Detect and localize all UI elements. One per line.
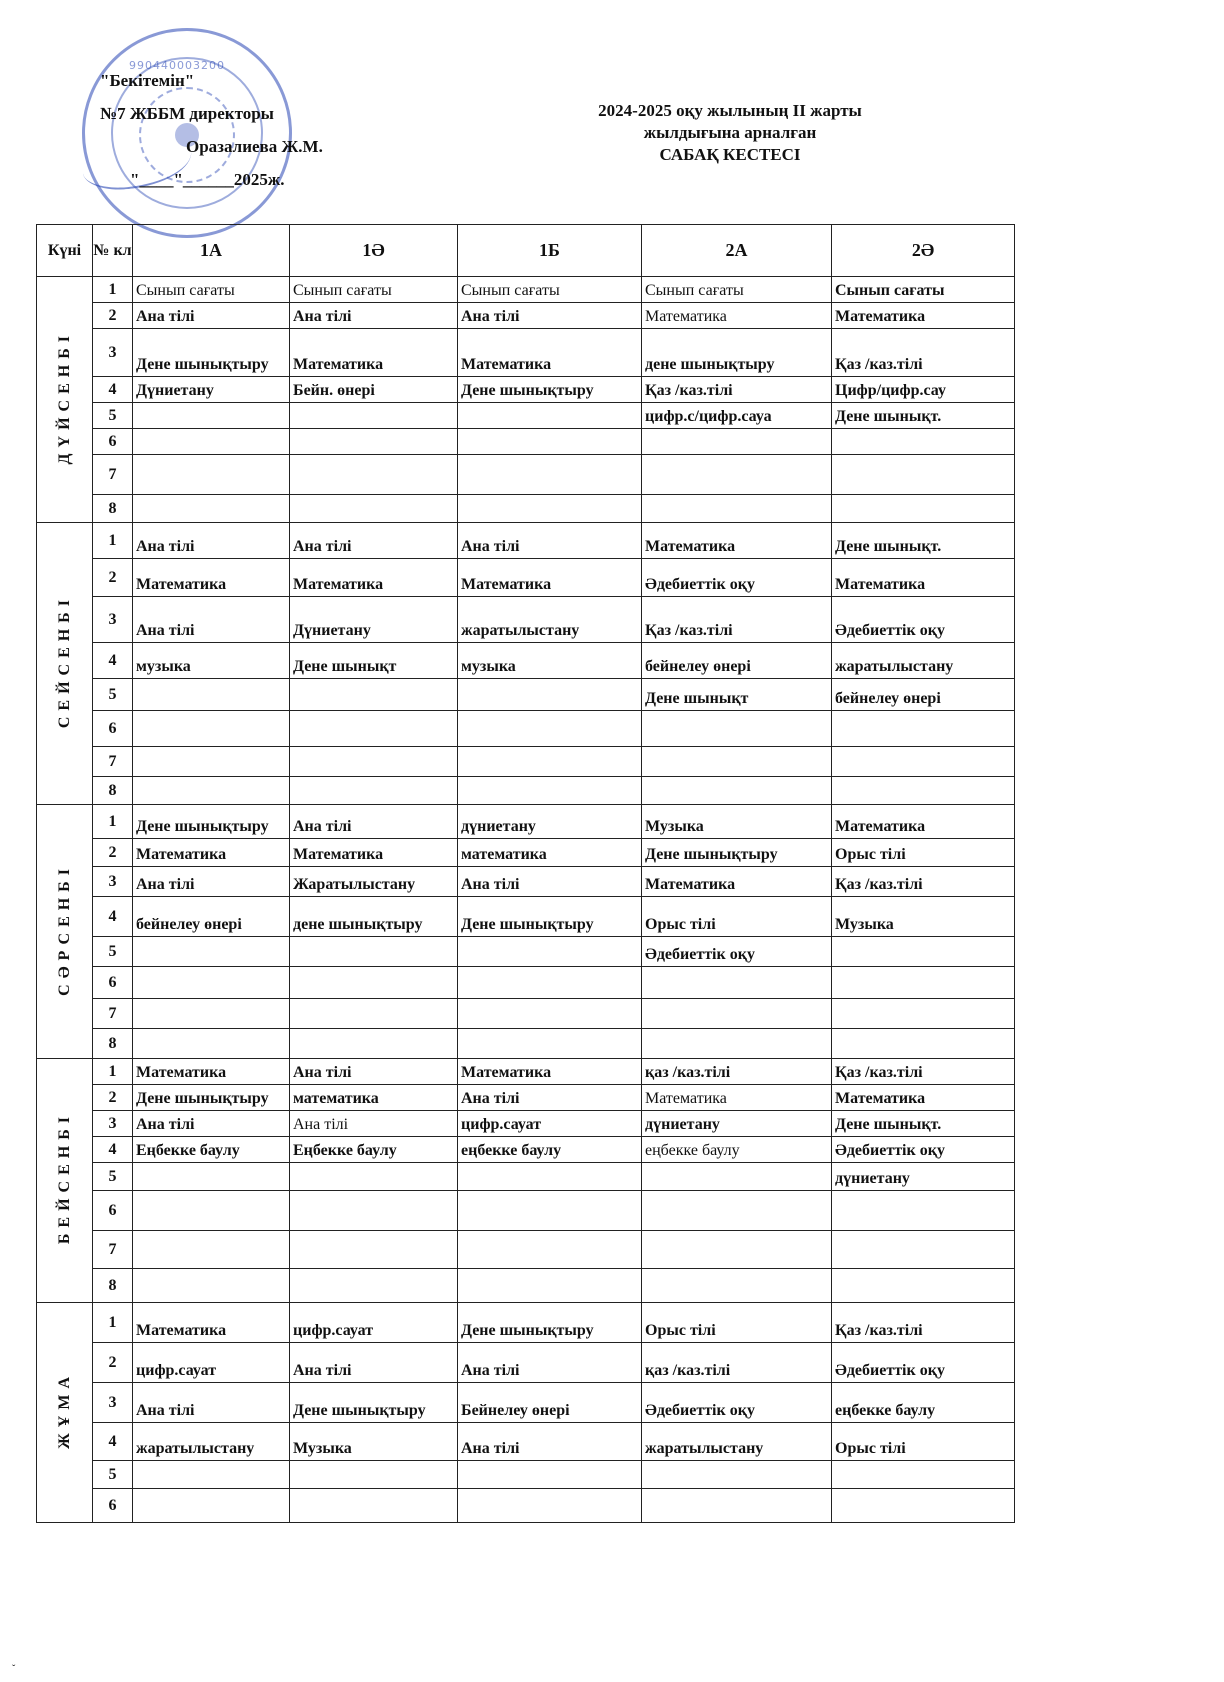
lesson-cell	[642, 747, 832, 777]
lesson-cell: Ана тілі	[290, 805, 458, 839]
lesson-number: 4	[93, 643, 133, 679]
lesson-cell	[133, 679, 290, 711]
lesson-cell: қаз /каз.тілі	[642, 1059, 832, 1085]
lesson-number: 6	[93, 967, 133, 999]
lesson-cell	[290, 967, 458, 999]
lesson-cell	[642, 777, 832, 805]
lesson-cell: Әдебиеттік оқу	[832, 1137, 1015, 1163]
lesson-cell	[458, 999, 642, 1029]
lesson-cell: Еңбекке баулу	[290, 1137, 458, 1163]
title-line-1: 2024-2025 оқу жылының ІІ жарты	[598, 101, 862, 120]
table-row	[37, 559, 1015, 597]
header-class: 1Ә	[290, 225, 458, 277]
lesson-cell: Қаз /каз.тілі	[642, 597, 832, 643]
lesson-cell: Дене шынықтыру	[290, 1383, 458, 1423]
lesson-cell	[642, 1489, 832, 1523]
table-row	[37, 1059, 1015, 1085]
lesson-cell	[133, 1163, 290, 1191]
lesson-cell: Қаз /каз.тілі	[832, 1059, 1015, 1085]
lesson-cell	[290, 1489, 458, 1523]
lesson-cell: Әдебиеттік оқу	[832, 1343, 1015, 1383]
lesson-cell	[458, 1231, 642, 1269]
lesson-cell	[832, 999, 1015, 1029]
lesson-cell: цифр.сауат	[290, 1303, 458, 1343]
table-row	[37, 1191, 1015, 1231]
lesson-cell	[832, 495, 1015, 523]
lesson-cell	[642, 495, 832, 523]
table-row	[37, 277, 1015, 303]
lesson-cell: жаратылыстану	[832, 643, 1015, 679]
lesson-cell: Дене шынықтыру	[133, 805, 290, 839]
lesson-cell: Қаз /каз.тілі	[832, 329, 1015, 377]
lesson-cell: Орыс тілі	[832, 1423, 1015, 1461]
lesson-cell: Дене шынықт	[290, 643, 458, 679]
lesson-cell	[832, 1489, 1015, 1523]
lesson-cell: Бейнелеу өнері	[458, 1383, 642, 1423]
lesson-cell: Ана тілі	[133, 867, 290, 897]
day-cell	[37, 1303, 93, 1523]
table-row	[37, 937, 1015, 967]
lesson-cell	[290, 937, 458, 967]
lesson-cell: Сынып сағаты	[290, 277, 458, 303]
lesson-cell	[458, 455, 642, 495]
table-row	[37, 643, 1015, 679]
lesson-number: 5	[93, 1461, 133, 1489]
lesson-cell	[290, 679, 458, 711]
lesson-cell	[642, 455, 832, 495]
lesson-cell: Музыка	[642, 805, 832, 839]
lesson-number: 5	[93, 679, 133, 711]
lesson-cell: Математика	[133, 559, 290, 597]
lesson-cell	[290, 1191, 458, 1231]
lesson-cell	[290, 495, 458, 523]
lesson-cell: Математика	[133, 1059, 290, 1085]
lesson-cell	[290, 1163, 458, 1191]
lesson-number: 3	[93, 1111, 133, 1137]
lesson-cell: Дене шынықтыру	[458, 1303, 642, 1343]
lesson-number: 8	[93, 495, 133, 523]
lesson-number: 5	[93, 403, 133, 429]
lesson-cell: еңбекке баулу	[832, 1383, 1015, 1423]
lesson-cell: Математика	[290, 559, 458, 597]
lesson-cell	[133, 999, 290, 1029]
lesson-cell: Дене шынықт.	[832, 403, 1015, 429]
lesson-cell	[458, 1191, 642, 1231]
lesson-cell: Ана тілі	[458, 1343, 642, 1383]
lesson-cell: дене шынықтыру	[290, 897, 458, 937]
lesson-cell: Дене шынықтыру	[458, 897, 642, 937]
lesson-cell: Математика	[832, 805, 1015, 839]
lesson-number: 4	[93, 897, 133, 937]
lesson-number: 7	[93, 455, 133, 495]
scan-mark: ˇ	[12, 1664, 16, 1675]
day-name: ДҮЙСЕНБІ	[55, 329, 73, 465]
lesson-number: 6	[93, 1191, 133, 1231]
lesson-cell: Еңбекке баулу	[133, 1137, 290, 1163]
lesson-cell	[458, 679, 642, 711]
lesson-cell	[133, 1231, 290, 1269]
lesson-number: 7	[93, 999, 133, 1029]
lesson-cell: Сынып сағаты	[458, 277, 642, 303]
lesson-cell: математика	[290, 1085, 458, 1111]
lesson-cell: Математика	[290, 839, 458, 867]
table-row	[37, 1137, 1015, 1163]
lesson-cell	[133, 711, 290, 747]
schedule-body	[37, 277, 1015, 1523]
day-cell	[37, 523, 93, 805]
table-row	[37, 1343, 1015, 1383]
lesson-cell: еңбекке баулу	[642, 1137, 832, 1163]
table-row	[37, 1163, 1015, 1191]
lesson-cell	[133, 747, 290, 777]
table-row	[37, 1111, 1015, 1137]
lesson-cell: Ана тілі	[133, 523, 290, 559]
lesson-cell: Математика	[642, 1085, 832, 1111]
day-cell	[37, 1059, 93, 1303]
lesson-cell: Математика	[832, 303, 1015, 329]
lesson-cell: Дене шынықтыру	[642, 839, 832, 867]
lesson-cell	[642, 999, 832, 1029]
lesson-cell	[133, 403, 290, 429]
lesson-cell: Математика	[458, 329, 642, 377]
lesson-cell	[832, 1231, 1015, 1269]
lesson-cell	[832, 455, 1015, 495]
lesson-cell: бейнелеу өнері	[133, 897, 290, 937]
lesson-cell: Ана тілі	[458, 523, 642, 559]
lesson-number: 5	[93, 1163, 133, 1191]
lesson-cell: Сынып сағаты	[642, 277, 832, 303]
lesson-cell: Ана тілі	[458, 867, 642, 897]
lesson-cell	[458, 1163, 642, 1191]
lesson-number: 1	[93, 1059, 133, 1085]
lesson-number: 7	[93, 1231, 133, 1269]
lesson-cell: Дене шынықт.	[832, 523, 1015, 559]
lesson-cell	[458, 403, 642, 429]
lesson-cell: бейнелеу өнері	[642, 643, 832, 679]
lesson-cell: Әдебиеттік оқу	[832, 597, 1015, 643]
lesson-cell: Ана тілі	[458, 1423, 642, 1461]
approval-block	[100, 64, 323, 196]
lesson-cell: Математика	[642, 867, 832, 897]
approval-line-1: "Бекітемін"	[100, 71, 195, 90]
table-row	[37, 711, 1015, 747]
lesson-number: 1	[93, 1303, 133, 1343]
lesson-cell: Әдебиеттік оқу	[642, 559, 832, 597]
lesson-cell: дүниетану	[642, 1111, 832, 1137]
lesson-cell	[133, 455, 290, 495]
table-row	[37, 805, 1015, 839]
lesson-cell: Математика	[832, 1085, 1015, 1111]
table-row	[37, 1461, 1015, 1489]
lesson-cell: Дене шынықт.	[832, 1111, 1015, 1137]
lesson-number: 2	[93, 1343, 133, 1383]
header-row	[37, 225, 1015, 277]
lesson-cell	[133, 495, 290, 523]
table-row	[37, 403, 1015, 429]
page-title	[520, 100, 940, 166]
day-name: СЕЙСЕНБІ	[55, 593, 73, 729]
lesson-cell	[458, 967, 642, 999]
lesson-cell	[642, 429, 832, 455]
lesson-number: 2	[93, 303, 133, 329]
table-row	[37, 1085, 1015, 1111]
lesson-cell	[832, 777, 1015, 805]
day-name: СӘРСЕНБІ	[55, 862, 73, 996]
lesson-number: 2	[93, 559, 133, 597]
lesson-number: 7	[93, 747, 133, 777]
lesson-number: 1	[93, 277, 133, 303]
table-row	[37, 777, 1015, 805]
lesson-cell: бейнелеу өнері	[832, 679, 1015, 711]
lesson-cell: Орыс тілі	[832, 839, 1015, 867]
lesson-cell: дене шынықтыру	[642, 329, 832, 377]
lesson-cell	[133, 429, 290, 455]
table-row	[37, 1489, 1015, 1523]
lesson-cell: Ана тілі	[133, 597, 290, 643]
lesson-cell: Математика	[642, 523, 832, 559]
table-row	[37, 495, 1015, 523]
approval-line-2: №7 ЖББМ директоры	[100, 104, 274, 123]
lesson-cell	[642, 967, 832, 999]
lesson-cell	[290, 1269, 458, 1303]
lesson-cell: Дене шынықтыру	[133, 1085, 290, 1111]
lesson-cell: Әдебиеттік оқу	[642, 937, 832, 967]
lesson-cell	[642, 711, 832, 747]
lesson-cell: Сынып сағаты	[832, 277, 1015, 303]
schedule-table	[36, 224, 1015, 1523]
lesson-cell	[832, 967, 1015, 999]
lesson-cell	[458, 1461, 642, 1489]
lesson-number: 6	[93, 711, 133, 747]
lesson-number: 1	[93, 805, 133, 839]
table-row	[37, 1303, 1015, 1343]
lesson-cell: Музыка	[832, 897, 1015, 937]
lesson-cell: Ана тілі	[290, 1343, 458, 1383]
lesson-cell: Ана тілі	[133, 1111, 290, 1137]
approval-line-3: Оразалиева Ж.М.	[186, 137, 323, 156]
lesson-cell: Қаз /каз.тілі	[832, 867, 1015, 897]
lesson-cell: Дене шынықт	[642, 679, 832, 711]
header-class: 1А	[133, 225, 290, 277]
lesson-cell	[290, 1461, 458, 1489]
lesson-cell	[290, 999, 458, 1029]
lesson-cell	[290, 1231, 458, 1269]
lesson-cell: Математика	[458, 1059, 642, 1085]
lesson-cell: Әдебиеттік оқу	[642, 1383, 832, 1423]
lesson-cell	[458, 495, 642, 523]
table-row	[37, 377, 1015, 403]
lesson-cell: Математика	[832, 559, 1015, 597]
lesson-cell: Ана тілі	[290, 1059, 458, 1085]
lesson-number: 3	[93, 329, 133, 377]
lesson-number: 8	[93, 777, 133, 805]
lesson-cell	[642, 1461, 832, 1489]
table-row	[37, 1269, 1015, 1303]
table-row	[37, 597, 1015, 643]
lesson-cell	[458, 711, 642, 747]
lesson-number: 3	[93, 867, 133, 897]
lesson-cell	[458, 1029, 642, 1059]
lesson-cell	[133, 967, 290, 999]
lesson-cell	[832, 1191, 1015, 1231]
lesson-number: 1	[93, 523, 133, 559]
lesson-number: 3	[93, 1383, 133, 1423]
lesson-cell: Математика	[642, 303, 832, 329]
lesson-number: 6	[93, 1489, 133, 1523]
lesson-cell: дүниетану	[458, 805, 642, 839]
lesson-cell	[458, 429, 642, 455]
lesson-cell: қаз /каз.тілі	[642, 1343, 832, 1383]
title-line-2: жылдығына арналған	[643, 123, 817, 142]
lesson-number: 4	[93, 377, 133, 403]
lesson-cell	[458, 747, 642, 777]
lesson-cell: Ана тілі	[290, 303, 458, 329]
lesson-cell	[832, 747, 1015, 777]
lesson-cell: еңбекке баулу	[458, 1137, 642, 1163]
lesson-cell: Қаз /каз.тілі	[642, 377, 832, 403]
lesson-cell: Ана тілі	[133, 1383, 290, 1423]
lesson-cell: Музыка	[290, 1423, 458, 1461]
day-cell	[37, 805, 93, 1059]
lesson-cell	[133, 937, 290, 967]
lesson-cell: Ана тілі	[290, 1111, 458, 1137]
table-row	[37, 897, 1015, 937]
lesson-cell	[290, 403, 458, 429]
table-row	[37, 455, 1015, 495]
lesson-number: 8	[93, 1029, 133, 1059]
table-row	[37, 967, 1015, 999]
header-class: 2А	[642, 225, 832, 277]
lesson-cell	[642, 1163, 832, 1191]
lesson-cell	[133, 777, 290, 805]
lesson-cell: Дүниетану	[133, 377, 290, 403]
lesson-cell	[458, 777, 642, 805]
lesson-cell	[458, 1269, 642, 1303]
table-row	[37, 523, 1015, 559]
lesson-cell: Дүниетану	[290, 597, 458, 643]
lesson-cell	[832, 1461, 1015, 1489]
lesson-cell: Қаз /каз.тілі	[832, 1303, 1015, 1343]
lesson-cell: цифр.сауат	[458, 1111, 642, 1137]
lesson-number: 6	[93, 429, 133, 455]
lesson-number: 4	[93, 1137, 133, 1163]
lesson-cell: музыка	[133, 643, 290, 679]
lesson-cell: Орыс тілі	[642, 1303, 832, 1343]
lesson-cell: Математика	[133, 839, 290, 867]
header-day: Күні	[37, 225, 93, 277]
lesson-cell	[133, 1489, 290, 1523]
lesson-cell	[832, 1029, 1015, 1059]
day-name: ЖҰМА	[55, 1370, 73, 1450]
lesson-cell: Математика	[290, 329, 458, 377]
lesson-cell: Математика	[458, 559, 642, 597]
table-row	[37, 839, 1015, 867]
lesson-number: 3	[93, 597, 133, 643]
lesson-cell: цифр.с/цифр.сауа	[642, 403, 832, 429]
table-row	[37, 747, 1015, 777]
lesson-cell: Ана тілі	[290, 523, 458, 559]
lesson-cell	[133, 1461, 290, 1489]
lesson-cell	[290, 429, 458, 455]
day-cell	[37, 277, 93, 523]
table-row	[37, 679, 1015, 711]
lesson-number: 8	[93, 1269, 133, 1303]
table-row	[37, 329, 1015, 377]
title-line-3: САБАҚ КЕСТЕСІ	[659, 145, 801, 164]
lesson-cell: Дене шынықтыру	[133, 329, 290, 377]
lesson-cell: Ана тілі	[133, 303, 290, 329]
lesson-cell: музыка	[458, 643, 642, 679]
table-row	[37, 1029, 1015, 1059]
lesson-cell: жаратылыстану	[642, 1423, 832, 1461]
table-row	[37, 429, 1015, 455]
lesson-cell: Ана тілі	[458, 1085, 642, 1111]
lesson-cell	[290, 747, 458, 777]
lesson-cell	[832, 429, 1015, 455]
table-row	[37, 1423, 1015, 1461]
table-row	[37, 1231, 1015, 1269]
lesson-cell: Жаратылыстану	[290, 867, 458, 897]
lesson-cell: Цифр/цифр.сау	[832, 377, 1015, 403]
lesson-cell	[642, 1191, 832, 1231]
lesson-cell	[458, 937, 642, 967]
lesson-cell	[458, 1489, 642, 1523]
lesson-cell	[832, 711, 1015, 747]
lesson-cell: жаратылыстану	[133, 1423, 290, 1461]
header-class: 1Б	[458, 225, 642, 277]
lesson-cell: Дене шынықтыру	[458, 377, 642, 403]
lesson-number: 2	[93, 1085, 133, 1111]
lesson-cell	[290, 1029, 458, 1059]
lesson-cell	[642, 1269, 832, 1303]
lesson-cell: Ана тілі	[458, 303, 642, 329]
lesson-cell: Математика	[133, 1303, 290, 1343]
lesson-cell	[290, 711, 458, 747]
lesson-cell	[133, 1269, 290, 1303]
header-class: 2Ә	[832, 225, 1015, 277]
lesson-cell: Бейн. өнері	[290, 377, 458, 403]
table-row	[37, 999, 1015, 1029]
lesson-cell	[642, 1029, 832, 1059]
lesson-cell: Сынып сағаты	[133, 277, 290, 303]
lesson-cell	[133, 1191, 290, 1231]
lesson-number: 2	[93, 839, 133, 867]
lesson-cell	[642, 1231, 832, 1269]
table-row	[37, 867, 1015, 897]
lesson-cell	[290, 455, 458, 495]
header-lesson-number: № кл	[93, 225, 133, 277]
lesson-number: 5	[93, 937, 133, 967]
lesson-cell	[832, 1269, 1015, 1303]
lesson-cell	[290, 777, 458, 805]
lesson-cell: математика	[458, 839, 642, 867]
lesson-cell	[133, 1029, 290, 1059]
lesson-cell	[832, 937, 1015, 967]
lesson-cell: дүниетану	[832, 1163, 1015, 1191]
seal-code: 990440003200	[129, 59, 225, 72]
table-row	[37, 303, 1015, 329]
day-name: БЕЙСЕНБІ	[55, 1111, 73, 1245]
lesson-cell: Орыс тілі	[642, 897, 832, 937]
lesson-cell: цифр.сауат	[133, 1343, 290, 1383]
lesson-number: 4	[93, 1423, 133, 1461]
table-row	[37, 1383, 1015, 1423]
approval-line-4: "____"______2025ж.	[130, 170, 285, 189]
lesson-cell: жаратылыстану	[458, 597, 642, 643]
